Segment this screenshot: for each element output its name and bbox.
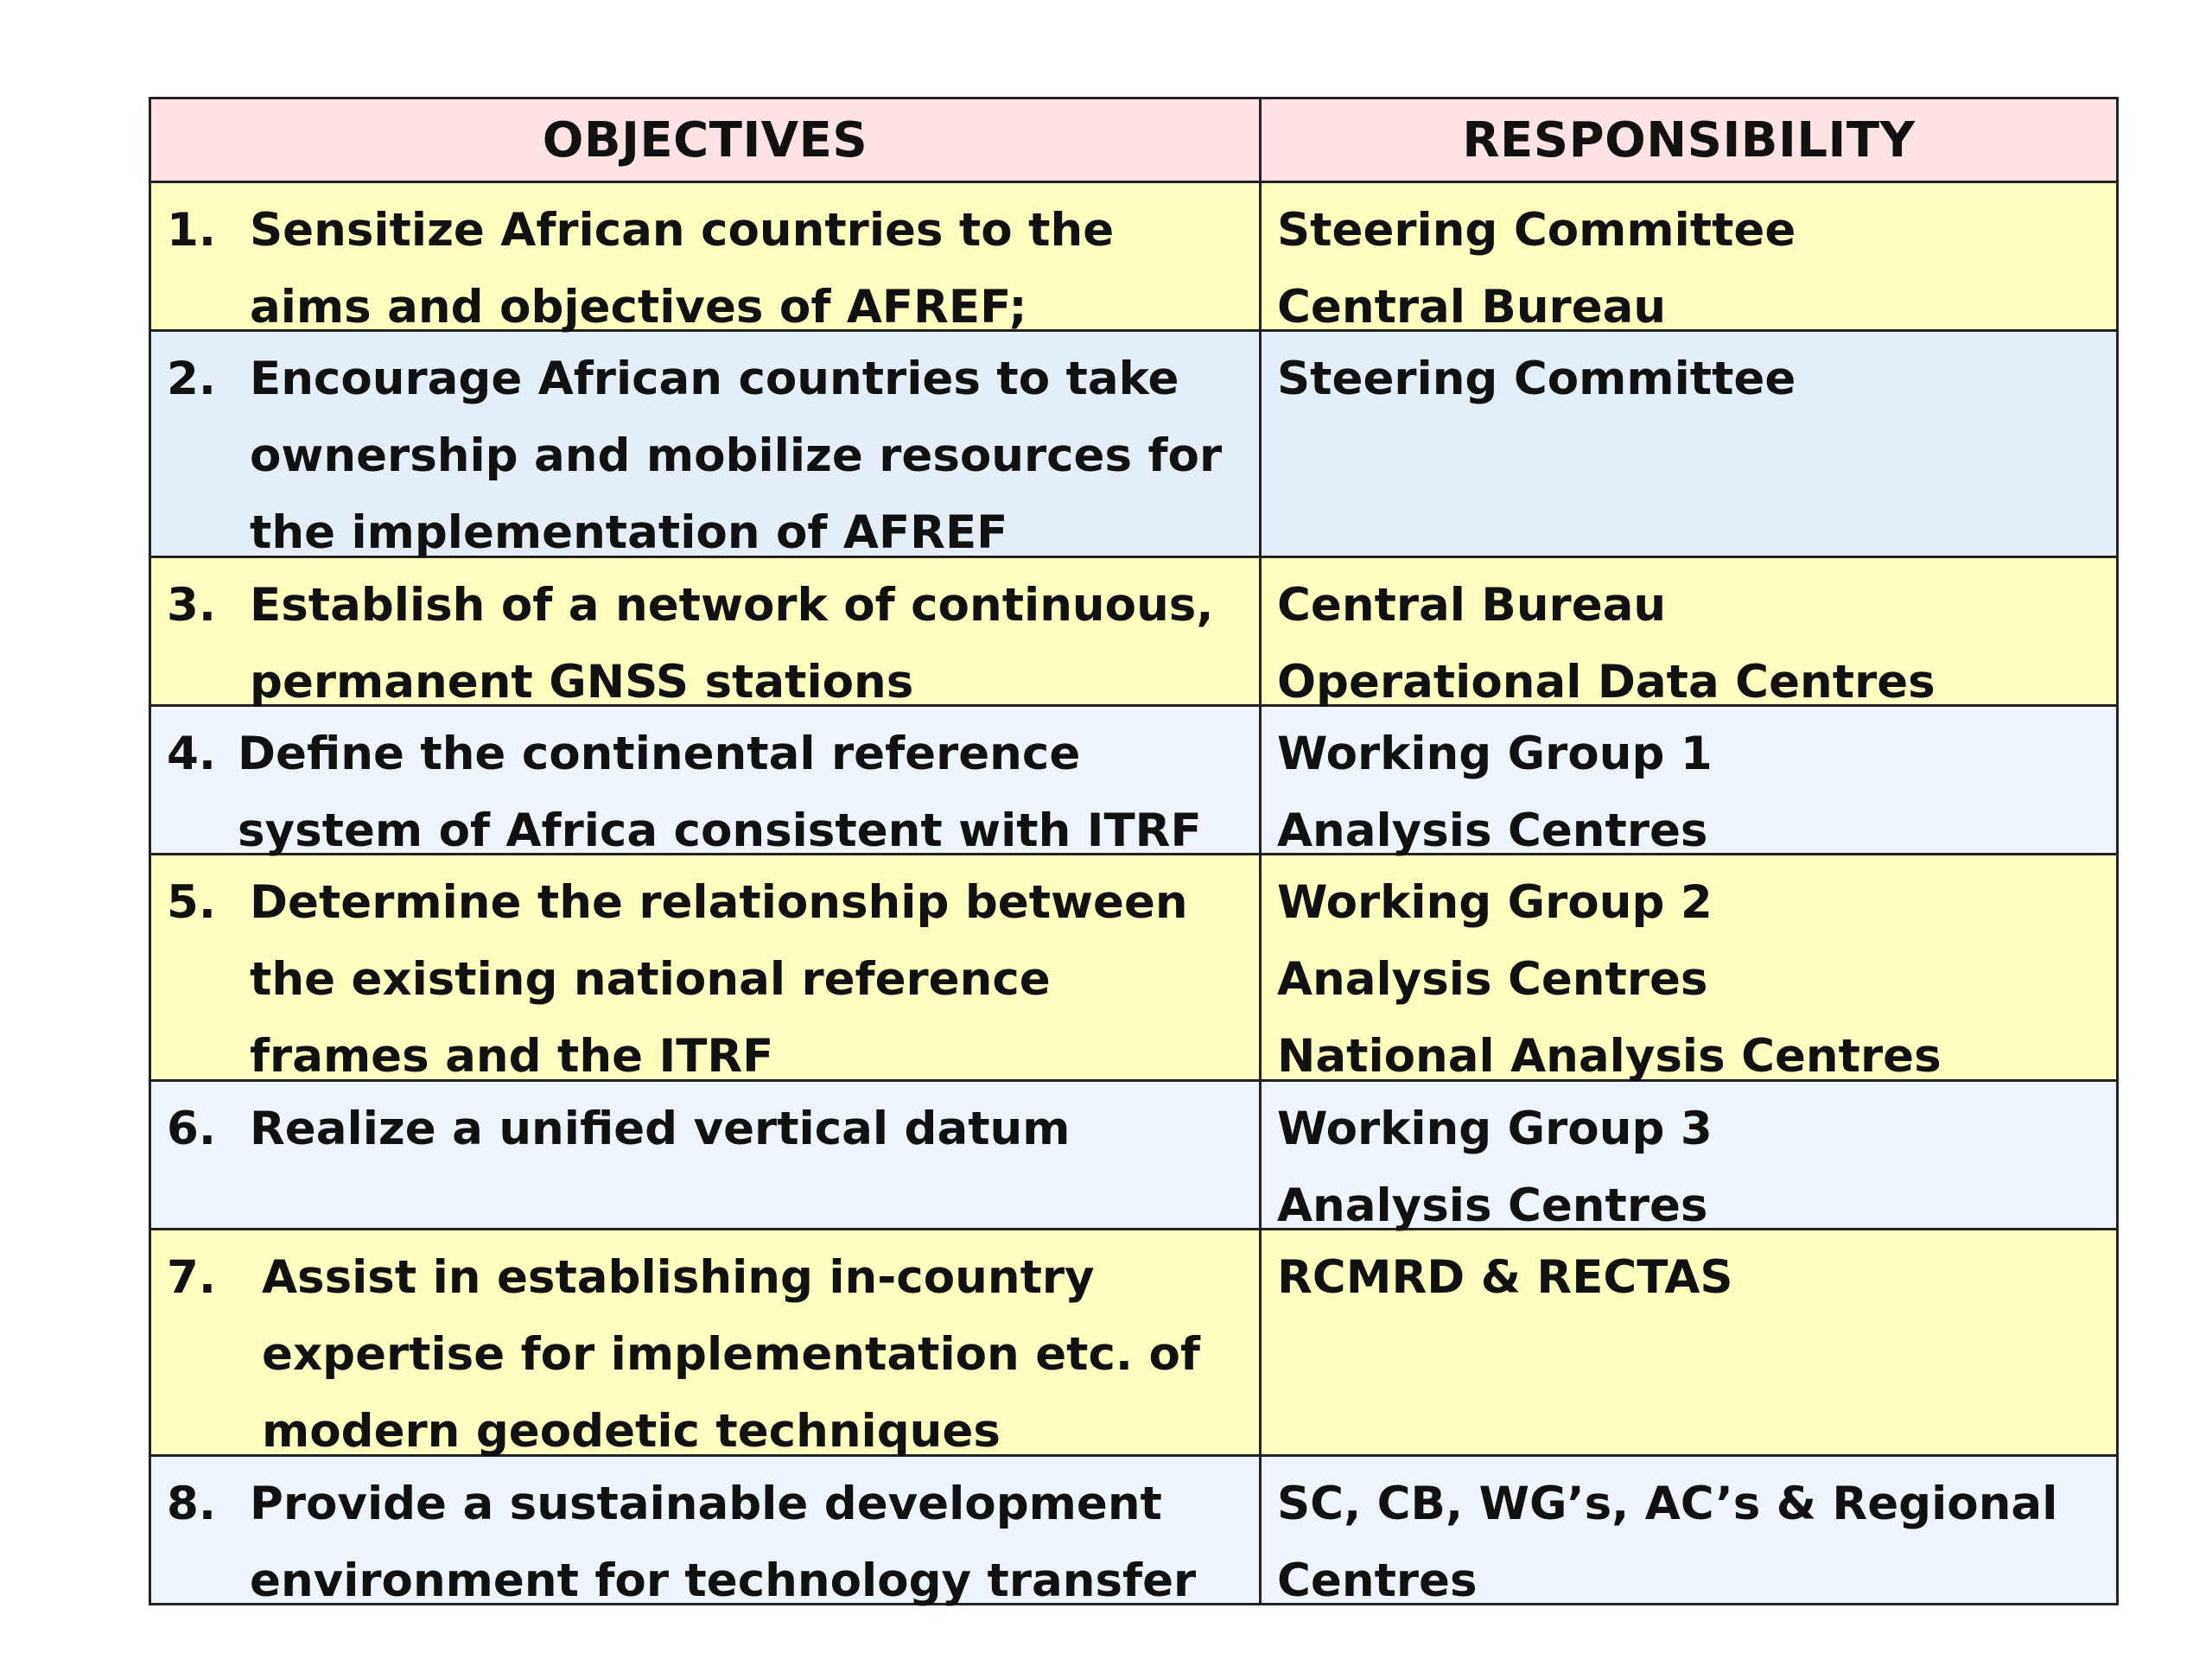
- objective-cell: [151, 1230, 1262, 1458]
- objective-cell: [151, 183, 1262, 334]
- objective-number: 6.: [167, 1103, 217, 1155]
- objective-number: 7.: [167, 1251, 217, 1304]
- objective-number: 4.: [167, 728, 217, 780]
- objective-number: 3.: [167, 579, 217, 632]
- responsibility-item: Working Group 1: [1277, 728, 1713, 780]
- objective-text: Establish of a network of continuous, permanent GNSS stations: [250, 579, 1214, 709]
- table-row: [151, 556, 2116, 709]
- objective-cell: [151, 558, 1262, 709]
- objective-number: 8.: [167, 1478, 217, 1530]
- objective-cell: [151, 1457, 1262, 1607]
- responsibility-cell: [1262, 558, 2116, 709]
- table-row: [151, 1454, 2116, 1607]
- responsibility-item: Analysis Centres: [1277, 1179, 1708, 1232]
- objective-cell: [151, 855, 1262, 1083]
- objective-text: Determine the relationship between the existing national reference frames and the ITRF: [250, 876, 1188, 1083]
- responsibility-item: RCMRD & RECTAS: [1277, 1251, 1733, 1304]
- responsibility-cell: [1262, 855, 2116, 1083]
- objectives-table: [149, 97, 2119, 1605]
- objective-cell: [151, 707, 1262, 857]
- responsibility-item: Central Bureau: [1277, 579, 1667, 632]
- responsibility-cell: [1262, 1230, 2116, 1454]
- objective-text: Realize a unified vertical datum: [250, 1103, 1071, 1155]
- header-objectives: OBJECTIVES: [151, 99, 1262, 181]
- objective-cell: [151, 1082, 1262, 1228]
- table-row: [151, 1079, 2116, 1232]
- table-row: [151, 1228, 2116, 1458]
- objective-cell: [151, 332, 1262, 559]
- responsibility-cell: [1262, 1082, 2116, 1232]
- objective-text: Assist in establishing in-country expertise for implementation etc. of modern geodetic techniques: [262, 1251, 1200, 1458]
- responsibility-cell: [1262, 707, 2116, 857]
- objective-number: 5.: [167, 876, 217, 929]
- responsibility-cell: [1262, 332, 2116, 556]
- objective-text: Encourage African countries to take ownership and mobilize resources for the implementation of AFREF: [250, 353, 1223, 559]
- objective-number: 1.: [167, 204, 217, 257]
- objective-text: Define the continental reference system of Africa consistent with ITRF: [238, 728, 1202, 857]
- header-responsibility: RESPONSIBILITY: [1462, 111, 1916, 168]
- table-row: [151, 853, 2116, 1083]
- responsibility-cell: [1262, 183, 2116, 334]
- responsibility-item: National Analysis Centres: [1277, 1030, 1942, 1083]
- table-row: [151, 181, 2116, 334]
- responsibility-item: Centres: [1277, 1554, 1478, 1607]
- table-row: [151, 704, 2116, 857]
- responsibility-item: Operational Data Centres: [1277, 656, 1936, 709]
- responsibility-cell: [1262, 1457, 2116, 1607]
- responsibility-item: Steering Committee: [1277, 204, 1796, 257]
- table-header-row: [151, 99, 2116, 181]
- objective-number: 2.: [167, 353, 217, 405]
- responsibility-item: Steering Committee: [1277, 353, 1796, 405]
- responsibility-item: Working Group 2: [1277, 876, 1713, 929]
- responsibility-item: Working Group 3: [1277, 1103, 1713, 1155]
- responsibility-item: Analysis Centres: [1277, 804, 1708, 857]
- objective-text: Sensitize African countries to the aims and objectives of AFREF;: [250, 204, 1115, 334]
- responsibility-item: SC, CB, WG’s, AC’s & Regional: [1277, 1478, 2058, 1530]
- table-row: [151, 329, 2116, 559]
- objective-text: Provide a sustainable development environment for technology transfer: [250, 1478, 1197, 1607]
- responsibility-item: Central Bureau: [1277, 281, 1667, 334]
- responsibility-item: Analysis Centres: [1277, 953, 1708, 1006]
